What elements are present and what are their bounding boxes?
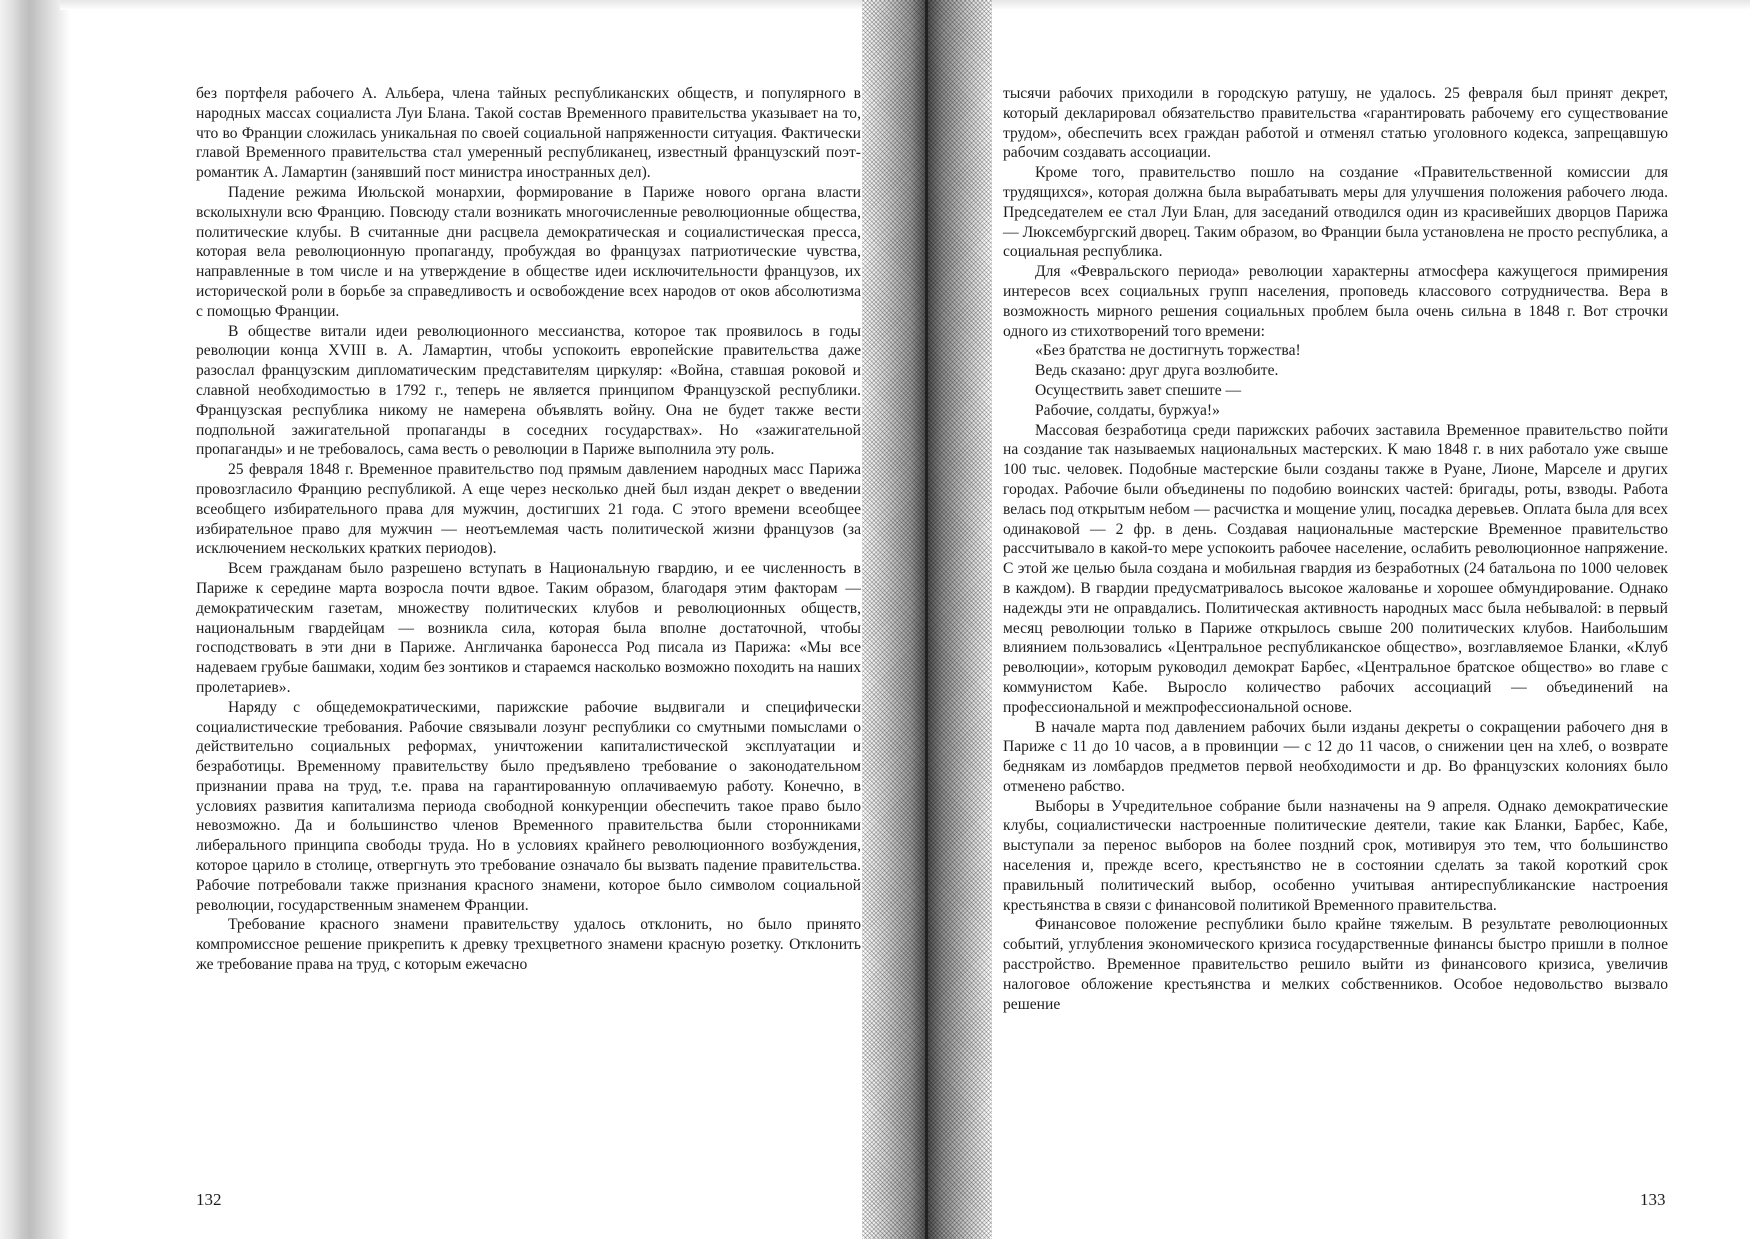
paragraph: Для «Февральского периода» революции характерны атмосфера кажущегося примирения интересов всех социальных групп населения, проповедь классового сотрудничества. Вера в возможность мирного решения социальных проблем была очень сильна в 1848 г. Вот строчки одного из стихотворений того времени: [1003, 263, 1668, 340]
paragraph: без портфеля рабочего А. Альбера, члена тайных республиканских обществ, и популярного в народных массах социалиста Луи Блана. Такой состав Временного правительства указывает на то, что во Франции сложилась уникальная по своей социальной напряженности ситуация. Фактически главой Временного правительства стал умеренный республиканец, известный французский поэт-романтик А. Ламартин (занявший пост министра иностранных дел). [196, 85, 861, 182]
left-page [196, 84, 861, 975]
verse-line: Ведь сказано: друг друга возлюбите. [1035, 362, 1279, 380]
verse-line: Осуществить завет спешите — [1035, 381, 1242, 399]
paragraph: В обществе витали идеи революционного мессианства, которое так проявилось в годы революции конца XVIII в. А. Ламартин, чтобы успокоить европейские правительства даже разослал французским дипломатическим представителям циркуляр: «Война, ставшая роковой и славной необходимостью в 1792 г., теперь не является принципом Французской республики. Французская республика никому не намерена объявлять войну. Она не будет также вести подпольной зажигательной пропаганды в соседних государствах». Но «зажигательной пропаганды» и не требовалось, сама весть о революции в Париже выполнила эту роль. [196, 322, 861, 459]
paragraph: Выборы в Учредительное собрание были назначены на 9 апреля. Однако демократические клубы, социалистически настроенные политические деятели, такие как Бланки, Барбес, Кабе, выступали за перенос выборов на более поздний срок, мотивируя это тем, что большинство населения и, прежде всего, крестьянство не в состоянии сделать за такой короткий срок правильный политический выбор, особенно учитывая антиреспубликанские настроения крестьянства в связи с финансовой политикой Временного правительства. [1003, 797, 1668, 914]
paragraph: Требование красного знамени правительству удалось отклонить, но было принято компромиссное решение прикрепить к древку трехцветного знамени красную розетку. Отклонить же требование права на труд, с которым ежечасно [196, 916, 861, 974]
scan-left-edge-shadow [0, 0, 70, 1239]
verse-line: «Без братства не достигнуть торжества! [1035, 342, 1301, 360]
paragraph: Всем гражданам было разрешено вступать в Национальную гвардию, и ее численность в Париже к середине марта возросла почти вдвое. Таким образом, благодаря этим факторам — демократическим газетам, множеству политических клубов и революционных обществ, национальным гвардейцам — возникла сила, которая была вполне достаточной, чтобы господствовать в эти дни в Париже. Англичанка баронесса Род писала из Парижа: «Мы все надеваем грубые башмаки, ходим без зонтиков и стараемся насколько возможно походить на наших пролетариев». [196, 560, 861, 696]
paragraph: 25 февраля 1848 г. Временное правительство под прямым давлением народных масс Парижа провозгласило Францию республикой. А еще через несколько дней был издан декрет о введении всеобщего избирательного права для мужчин, достигших 21 года. С этого времени всеобщее избирательное право для мужчин — неотъемлемая часть политической жизни французов (за исключением нескольких кратких периодов). [196, 461, 861, 558]
paragraph: В начале марта под давлением рабочих были изданы декреты о сокращении рабочего дня в Париже с 11 до 10 часов, а в провинции — с 12 до 11 часов, о снижении цен на хлеб, о возврате беднякам из ломбардов предметов первой необходимости и др. Во французских колониях было отменено рабство. [1003, 718, 1668, 795]
page-number-right: 133 [1640, 1190, 1666, 1209]
book-spine [925, 0, 928, 1239]
paragraph: тысячи рабочих приходили в городскую ратушу, не удалось. 25 февраля был принят декрет, который декларировал обязательство правительства «гарантировать рабочему его существование трудом», обеспечить всех граждан работой и отменял статью уголовного кодекса, запрещавшую рабочим создавать ассоциации. [1003, 85, 1668, 162]
verse-line: Рабочие, солдаты, буржуа!» [1035, 401, 1220, 419]
verse-quote [1003, 341, 1668, 420]
paragraph: Кроме того, правительство пошло на создание «Правительственной комиссии для трудящихся», которая должна была вырабатывать меры для улучшения положения рабочего люда. Председателем ее стал Луи Блан, для заседаний отводился один из красивейших дворцов Парижа — Люксембургский дворец. Таким образом, во Франции была установлена не просто республика, а социальная республика. [1003, 164, 1668, 261]
paragraph: Массовая безработица среди парижских рабочих заставила Временное правительство пойти на создание так называемых национальных мастерских. К маю 1848 г. в них работало уже свыше 100 тыс. человек. Подобные мастерские были созданы также в Руане, Лионе, Марселе и других городах. Рабочие были объединены по подобию воинских частей: бригады, роты, взводы. Работа велась под открытым небом — расчистка и мощение улиц, посадка деревьев. Оплата была для всех одинаковой — 2 фр. в день. Создавая национальные мастерские Временное правительство рассчитывало в какой-то мере успокоить рабочее население, ослабить революционное напряжение. С этой же целью была создана и мобильная гвардия из безработных (24 батальона по 1000 человек в каждом). В гвардии предусматривалось высокое жалованье и хорошее обмундирование. Однако надежды эти не оправдались. Политическая активность народных масс была небывалой: в первый месяц революции только в Париже открылось свыше 200 политических клубов. Наибольшим влиянием пользовались «Центральное республиканское общество», возглавляемое Бланки, «Клуб революции», которым руководил демократ Барбес, «Центральное братское общество» во главе с коммунистом Кабе. Выросло количество рабочих ассоциаций — объединений на профессиональной и межпрофессиональной основе. [1003, 421, 1668, 716]
paragraph: Падение режима Июльской монархии, формирование в Париже нового органа власти всколыхнули всю Францию. Повсюду стали возникать многочисленные революционные общества, политические клубы. В считанные дни расцвела демократическая и социалистическая пресса, которая вела революционную пропаганду, пробуждая во французах патриотические чувства, направленные в том числе и на утверждение в обществе идеи исключительности французов, их исторической роли в борьбе за справедливость и освобождение всех народов от оков абсолютизма с помощью Франции. [196, 183, 861, 320]
paragraph: Финансовое положение республики было крайне тяжелым. В результате революционных событий, углубления экономического кризиса государственные финансы быстро пришли в полное расстройство. Временное правительство решило выйти из финансового кризиса, увеличив налоговое обложение крестьянства и мелких собственников. Особое недовольство вызвало решение [1003, 916, 1668, 1013]
paragraph: Наряду с общедемократическими, парижские рабочие выдвигали и специфически социалистические требования. Рабочие связывали лозунг республики со смутными помыслами о действительно социальных реформах, уничтожении капиталистической эксплуатации и безработицы. Временному правительству было предъявлено требование о законодательном признании права на труд, т.е. права на гарантированную оплачиваемую работу. Конечно, в условиях развития капитализма периода свободной конкуренции обеспечить такое право было невозможно. Да и большинство членов Временного правительства были сторонниками либерального принципа свободы труда. Но в условиях крайнего революционного возбуждения, которое царило в столице, отвергнуть это требование означало бы вызвать падение правительства. Рабочие потребовали также признания красного знамени, которое было символом социальной революции, государственным знаменем Франции. [196, 698, 861, 914]
page-number-left: 132 [196, 1190, 222, 1209]
right-page [1003, 84, 1668, 1014]
